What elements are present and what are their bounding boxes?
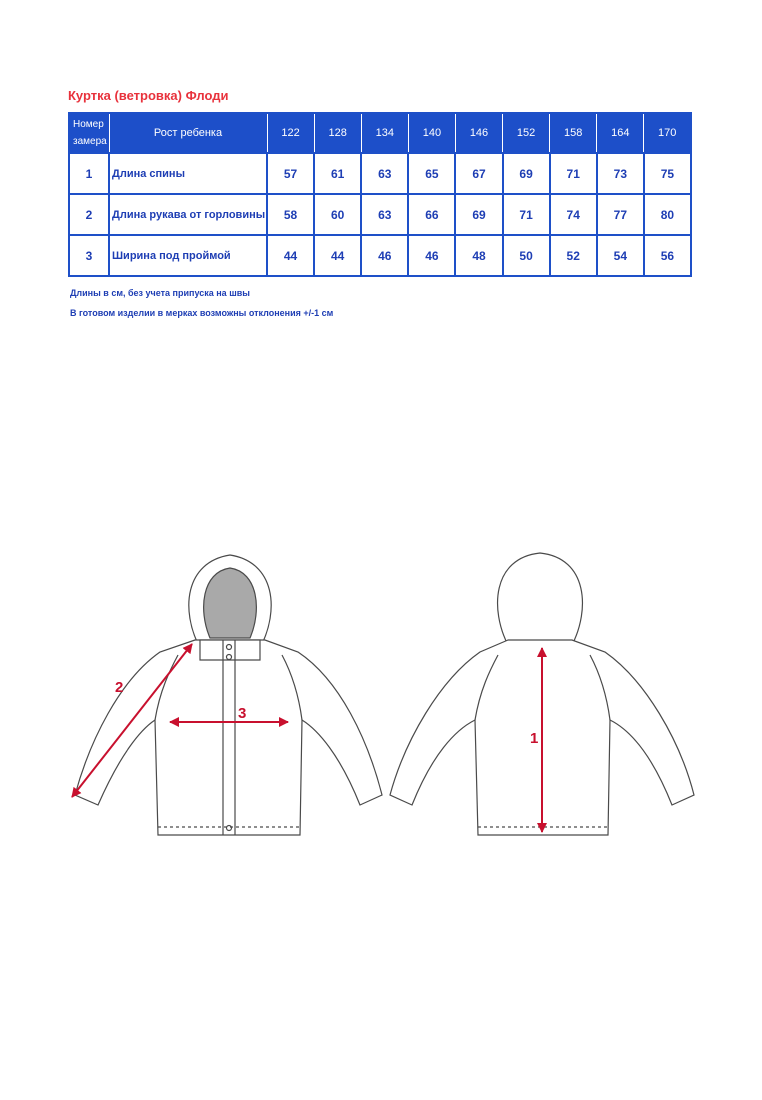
sleeve-length-marker: 2 xyxy=(115,679,124,696)
size-header: 158 xyxy=(550,113,597,153)
table-row xyxy=(69,235,691,276)
measurement-value: 74 xyxy=(550,194,597,235)
note-units: Длины в см, без учета припуска на швы xyxy=(70,288,250,298)
measurement-value: 54 xyxy=(597,235,644,276)
measurement-number: 2 xyxy=(69,194,109,235)
measurement-value: 57 xyxy=(267,153,314,194)
size-header: 122 xyxy=(267,113,314,153)
measurement-value: 58 xyxy=(267,194,314,235)
measurement-value: 60 xyxy=(314,194,361,235)
size-table xyxy=(68,112,692,277)
measurement-value: 50 xyxy=(503,235,550,276)
measurement-value: 48 xyxy=(455,235,502,276)
size-header: 146 xyxy=(455,113,502,153)
measurement-value: 67 xyxy=(455,153,502,194)
measurement-value: 73 xyxy=(597,153,644,194)
table-row xyxy=(69,153,691,194)
size-header: 170 xyxy=(644,113,691,153)
size-header: 140 xyxy=(408,113,455,153)
size-header: 152 xyxy=(503,113,550,153)
measurement-label: Длина спины xyxy=(109,153,267,194)
child-height-header: Рост ребенка xyxy=(109,113,267,153)
measurement-label: Ширина под проймой xyxy=(109,235,267,276)
size-header: 164 xyxy=(597,113,644,153)
measurement-value: 69 xyxy=(503,153,550,194)
back-length-marker: 1 xyxy=(530,730,539,747)
measurement-value: 44 xyxy=(267,235,314,276)
measurement-value: 66 xyxy=(408,194,455,235)
measurement-value: 77 xyxy=(597,194,644,235)
back-hood xyxy=(498,553,583,645)
size-header: 128 xyxy=(314,113,361,153)
measurement-number: 1 xyxy=(69,153,109,194)
measurement-value: 69 xyxy=(455,194,502,235)
page-title: Куртка (ветровка) Флоди xyxy=(68,88,229,103)
hood-lining xyxy=(204,568,257,638)
measurement-label: Длина рукава от горловины xyxy=(109,194,267,235)
measurement-value: 46 xyxy=(408,235,455,276)
measurement-value: 65 xyxy=(408,153,455,194)
size-header: 134 xyxy=(361,113,408,153)
measurement-value: 61 xyxy=(314,153,361,194)
measurement-value: 63 xyxy=(361,194,408,235)
measurement-value: 52 xyxy=(550,235,597,276)
note-tolerance: В готовом изделии в мерках возможны отклонения +/-1 см xyxy=(70,308,334,318)
notes xyxy=(70,288,333,328)
chest-width-marker: 3 xyxy=(238,705,247,722)
measurement-value: 63 xyxy=(361,153,408,194)
front-body xyxy=(75,640,382,835)
measurement-value: 71 xyxy=(503,194,550,235)
jacket-illustration xyxy=(60,540,710,860)
measurement-value: 46 xyxy=(361,235,408,276)
measurement-value: 71 xyxy=(550,153,597,194)
jacket-measurement-diagram xyxy=(60,540,710,860)
measurement-value: 44 xyxy=(314,235,361,276)
measurement-value: 75 xyxy=(644,153,691,194)
table-header-row xyxy=(69,113,691,153)
measurement-number-header: Номер замера xyxy=(69,113,109,153)
measurement-value: 56 xyxy=(644,235,691,276)
table-row xyxy=(69,194,691,235)
measurement-number: 3 xyxy=(69,235,109,276)
measurement-value: 80 xyxy=(644,194,691,235)
